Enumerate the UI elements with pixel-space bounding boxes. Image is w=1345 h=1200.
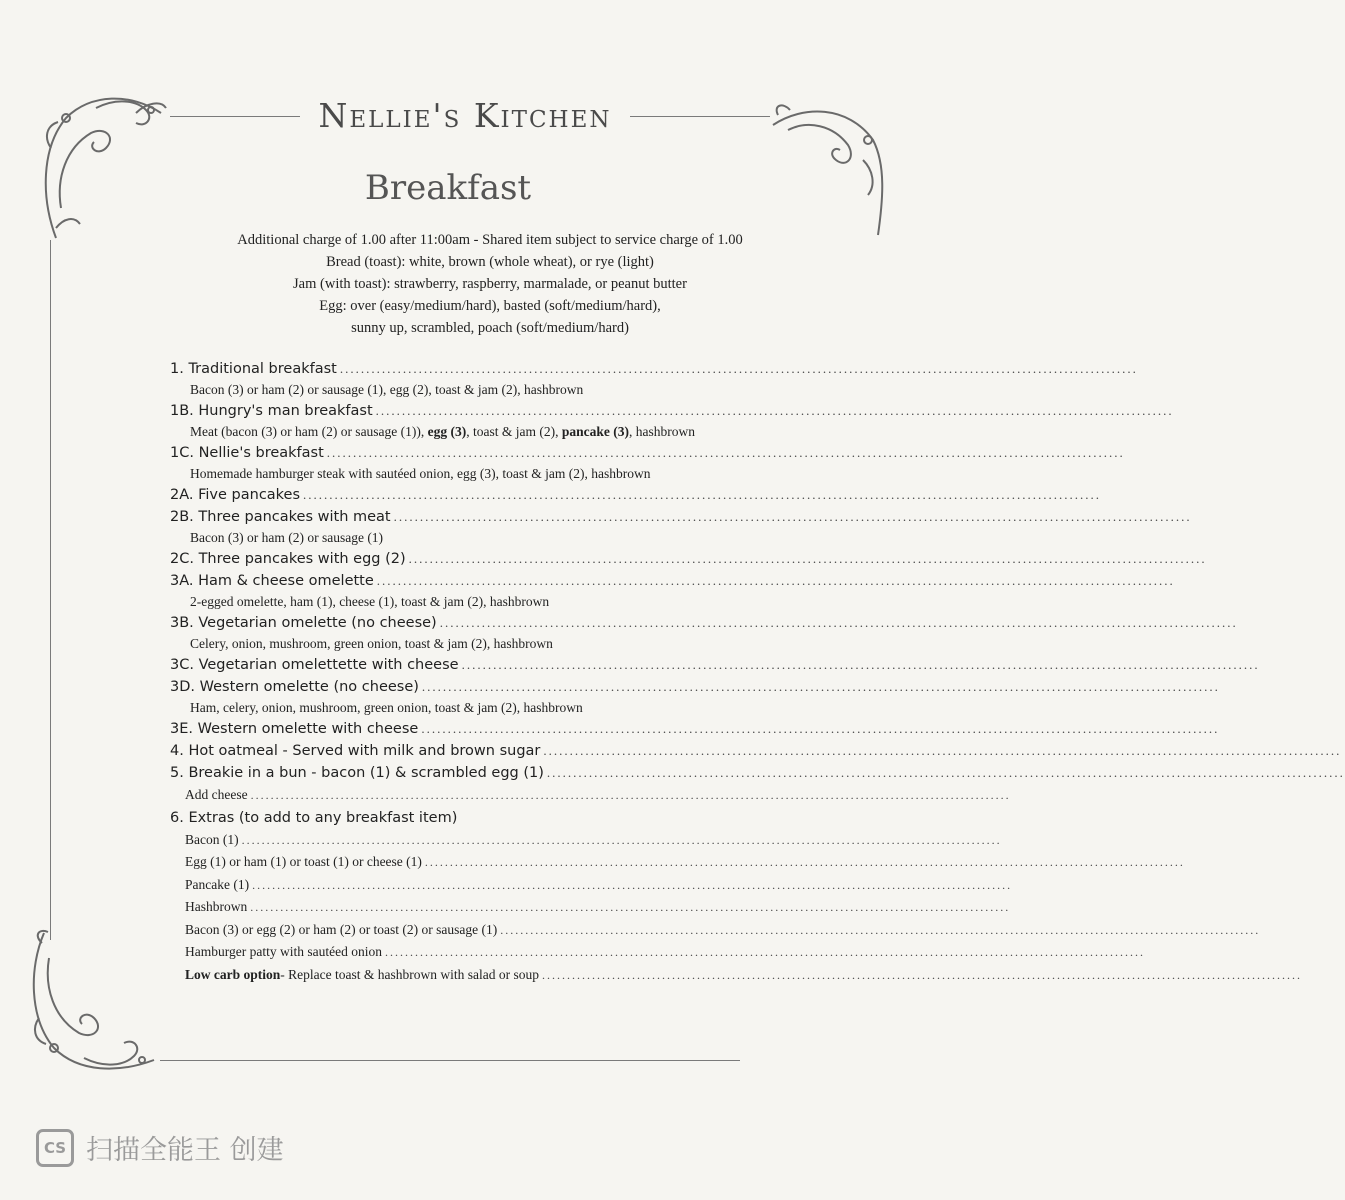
dot-leader: ........................................................................................................................................................: [439, 615, 1238, 630]
desc-part-bold: pancake (3): [561, 424, 629, 439]
menu-item-name: 3E. Western omelette with cheese: [170, 721, 419, 737]
desc-part-bold: egg (3): [427, 424, 467, 439]
extra-label: Bacon (3) or egg (2) or ham (2) or toast (2) or sausage (1): [185, 921, 498, 937]
menu-list: [170, 358, 1345, 986]
menu-notes: [180, 229, 800, 339]
extra-label: Pancake (1): [185, 876, 250, 892]
menu-item-name: 3D. Western omelette (no cheese): [170, 679, 419, 695]
menu-item-5: [170, 762, 1345, 784]
dot-leader: ........................................................................................................................................................: [500, 922, 1261, 937]
dot-leader: ........................................................................................................................................................: [421, 721, 1220, 736]
menu-item-desc: [170, 422, 760, 442]
extra-item: [170, 874, 1013, 897]
menu-item-2c: [170, 548, 1207, 570]
extra-label: Egg (1) or ham (1) or toast (1) or cheese (1): [185, 854, 422, 869]
dot-leader: ........................................................................................................................................................: [241, 832, 1002, 847]
extra-item: [170, 896, 1011, 919]
extra-label: Hamburger patty with sautéed onion: [185, 944, 382, 959]
dot-leader: ........................................................................................................................................................: [339, 361, 1138, 376]
dot-leader: ........................................................................................................................................................: [546, 765, 1345, 780]
dot-leader: ........................................................................................................................................................: [250, 900, 1011, 914]
frame-left-line: [50, 240, 51, 940]
dot-leader: ........................................................................................................................................................: [393, 509, 1192, 524]
note-line: Bread (toast): white, brown (whole wheat), or rye (light): [326, 254, 654, 270]
menu-item-desc: Bacon (3) or ham (2) or sausage (1), egg (2), toast & jam (2), hashbrown: [190, 382, 584, 397]
menu-item-desc: 2-egged omelette, ham (1), cheese (1), toast & jam (2), hashbrown: [190, 594, 550, 609]
note-line: Egg: over (easy/medium/hard), basted (soft/medium/hard),: [319, 298, 661, 314]
scanner-watermark: [36, 1128, 284, 1167]
menu-item-name: 2A. Five pancakes: [170, 487, 301, 503]
extra-item: [170, 919, 1261, 942]
dot-leader: ........................................................................................................................................................: [326, 445, 1125, 460]
low-carb-text: - Replace toast & hashbrown with salad or soup: [280, 966, 539, 982]
menu-item-3c: [170, 654, 1260, 676]
menu-item-name: 1B. Hungry's man breakfast: [170, 403, 373, 419]
dot-leader: ........................................................................................................................................................: [250, 788, 1011, 802]
menu-item-1b: [170, 400, 1174, 422]
menu-item-desc: Celery, onion, mushroom, green onion, toast & jam (2), hashbrown: [190, 636, 553, 651]
menu-item-name: 1. Traditional breakfast: [170, 361, 337, 377]
dot-leader: ........................................................................................................................................................: [424, 855, 1185, 869]
menu-item-1: [170, 358, 1138, 380]
dot-leader: ........................................................................................................................................................: [543, 743, 1342, 758]
dot-leader: ........................................................................................................................................................: [252, 877, 1013, 892]
dot-leader: ........................................................................................................................................................: [375, 403, 1174, 418]
menu-item-name: 5. Breakie in a bun - bacon (1) & scrambled egg (1): [170, 765, 544, 781]
note-line: sunny up, scrambled, poach (soft/medium/hard): [351, 320, 629, 336]
menu-item-1c: [170, 442, 1125, 464]
menu-item-4: [170, 740, 1342, 762]
note-line: Jam (with toast): strawberry, raspberry, marmalade, or peanut butter: [293, 276, 687, 292]
menu-item-3d: [170, 676, 1220, 698]
low-carb-label: Low carb option: [185, 966, 281, 982]
dot-leader: ........................................................................................................................................................: [303, 487, 1102, 502]
restaurant-name: Nellie's Kitchen: [300, 96, 630, 135]
dot-leader: ........................................................................................................................................................: [376, 573, 1175, 588]
corner-ornament-bottom-left: [24, 928, 164, 1088]
dot-leader: ........................................................................................................................................................: [408, 551, 1207, 566]
menu-item-desc: Ham, celery, onion, mushroom, green onion, toast & jam (2), hashbrown: [190, 700, 583, 715]
menu-item-desc: Bacon (3) or ham (2) or sausage (1): [190, 530, 384, 545]
menu-item-name: 1C. Nellie's breakfast: [170, 445, 324, 461]
extra-item: [170, 851, 1185, 874]
menu-item-name: 4. Hot oatmeal - Served with milk and brown sugar: [170, 743, 541, 759]
menu-item-3a: [170, 570, 1175, 592]
menu-item-name: 6. Extras (to add to any breakfast item): [170, 809, 458, 826]
menu-item-3e: [170, 718, 1220, 740]
extra-item: [170, 941, 1145, 964]
section-title: Breakfast: [364, 168, 532, 208]
desc-part: , hashbrown: [629, 424, 695, 439]
watermark-text: 扫描全能王 创建: [86, 1135, 284, 1166]
low-carb-option: [170, 964, 1302, 987]
extra-item: [170, 829, 1002, 852]
desc-part: , toast & jam (2),: [466, 424, 562, 439]
extra-label: Bacon (1): [185, 831, 239, 847]
desc-part: Meat (bacon (3) or ham (2) or sausage (1)),: [190, 424, 428, 439]
menu-item-name: 3A. Ham & cheese omelette: [170, 573, 374, 589]
camscanner-logo-icon: CS: [36, 1129, 74, 1167]
frame-bottom-line: [160, 1060, 740, 1061]
menu-item-2a: [170, 484, 1102, 506]
menu-item-3b: [170, 612, 1238, 634]
dot-leader: ........................................................................................................................................................: [541, 967, 1302, 982]
menu-item-addon: [170, 784, 1011, 807]
menu-item-desc: Homemade hamburger steak with sautéed onion, egg (3), toast & jam (2), hashbrown: [190, 466, 651, 481]
menu-item-name: 2B. Three pancakes with meat: [170, 509, 391, 525]
extra-label: Hashbrown: [185, 899, 248, 914]
dot-leader: ........................................................................................................................................................: [461, 657, 1260, 672]
menu-item-6: [170, 807, 760, 829]
dot-leader: ........................................................................................................................................................: [421, 679, 1220, 694]
addon-label: Add cheese: [185, 787, 248, 802]
note-line: Additional charge of 1.00 after 11:00am - Shared item subject to service charge of 1.00: [237, 232, 743, 248]
menu-item-name: 3C. Vegetarian omelettette with cheese: [170, 657, 459, 673]
dot-leader: ........................................................................................................................................................: [384, 945, 1145, 959]
menu-item-2b: [170, 506, 1192, 528]
menu-item-name: 2C. Three pancakes with egg (2): [170, 551, 406, 567]
menu-item-name: 3B. Vegetarian omelette (no cheese): [170, 615, 437, 631]
